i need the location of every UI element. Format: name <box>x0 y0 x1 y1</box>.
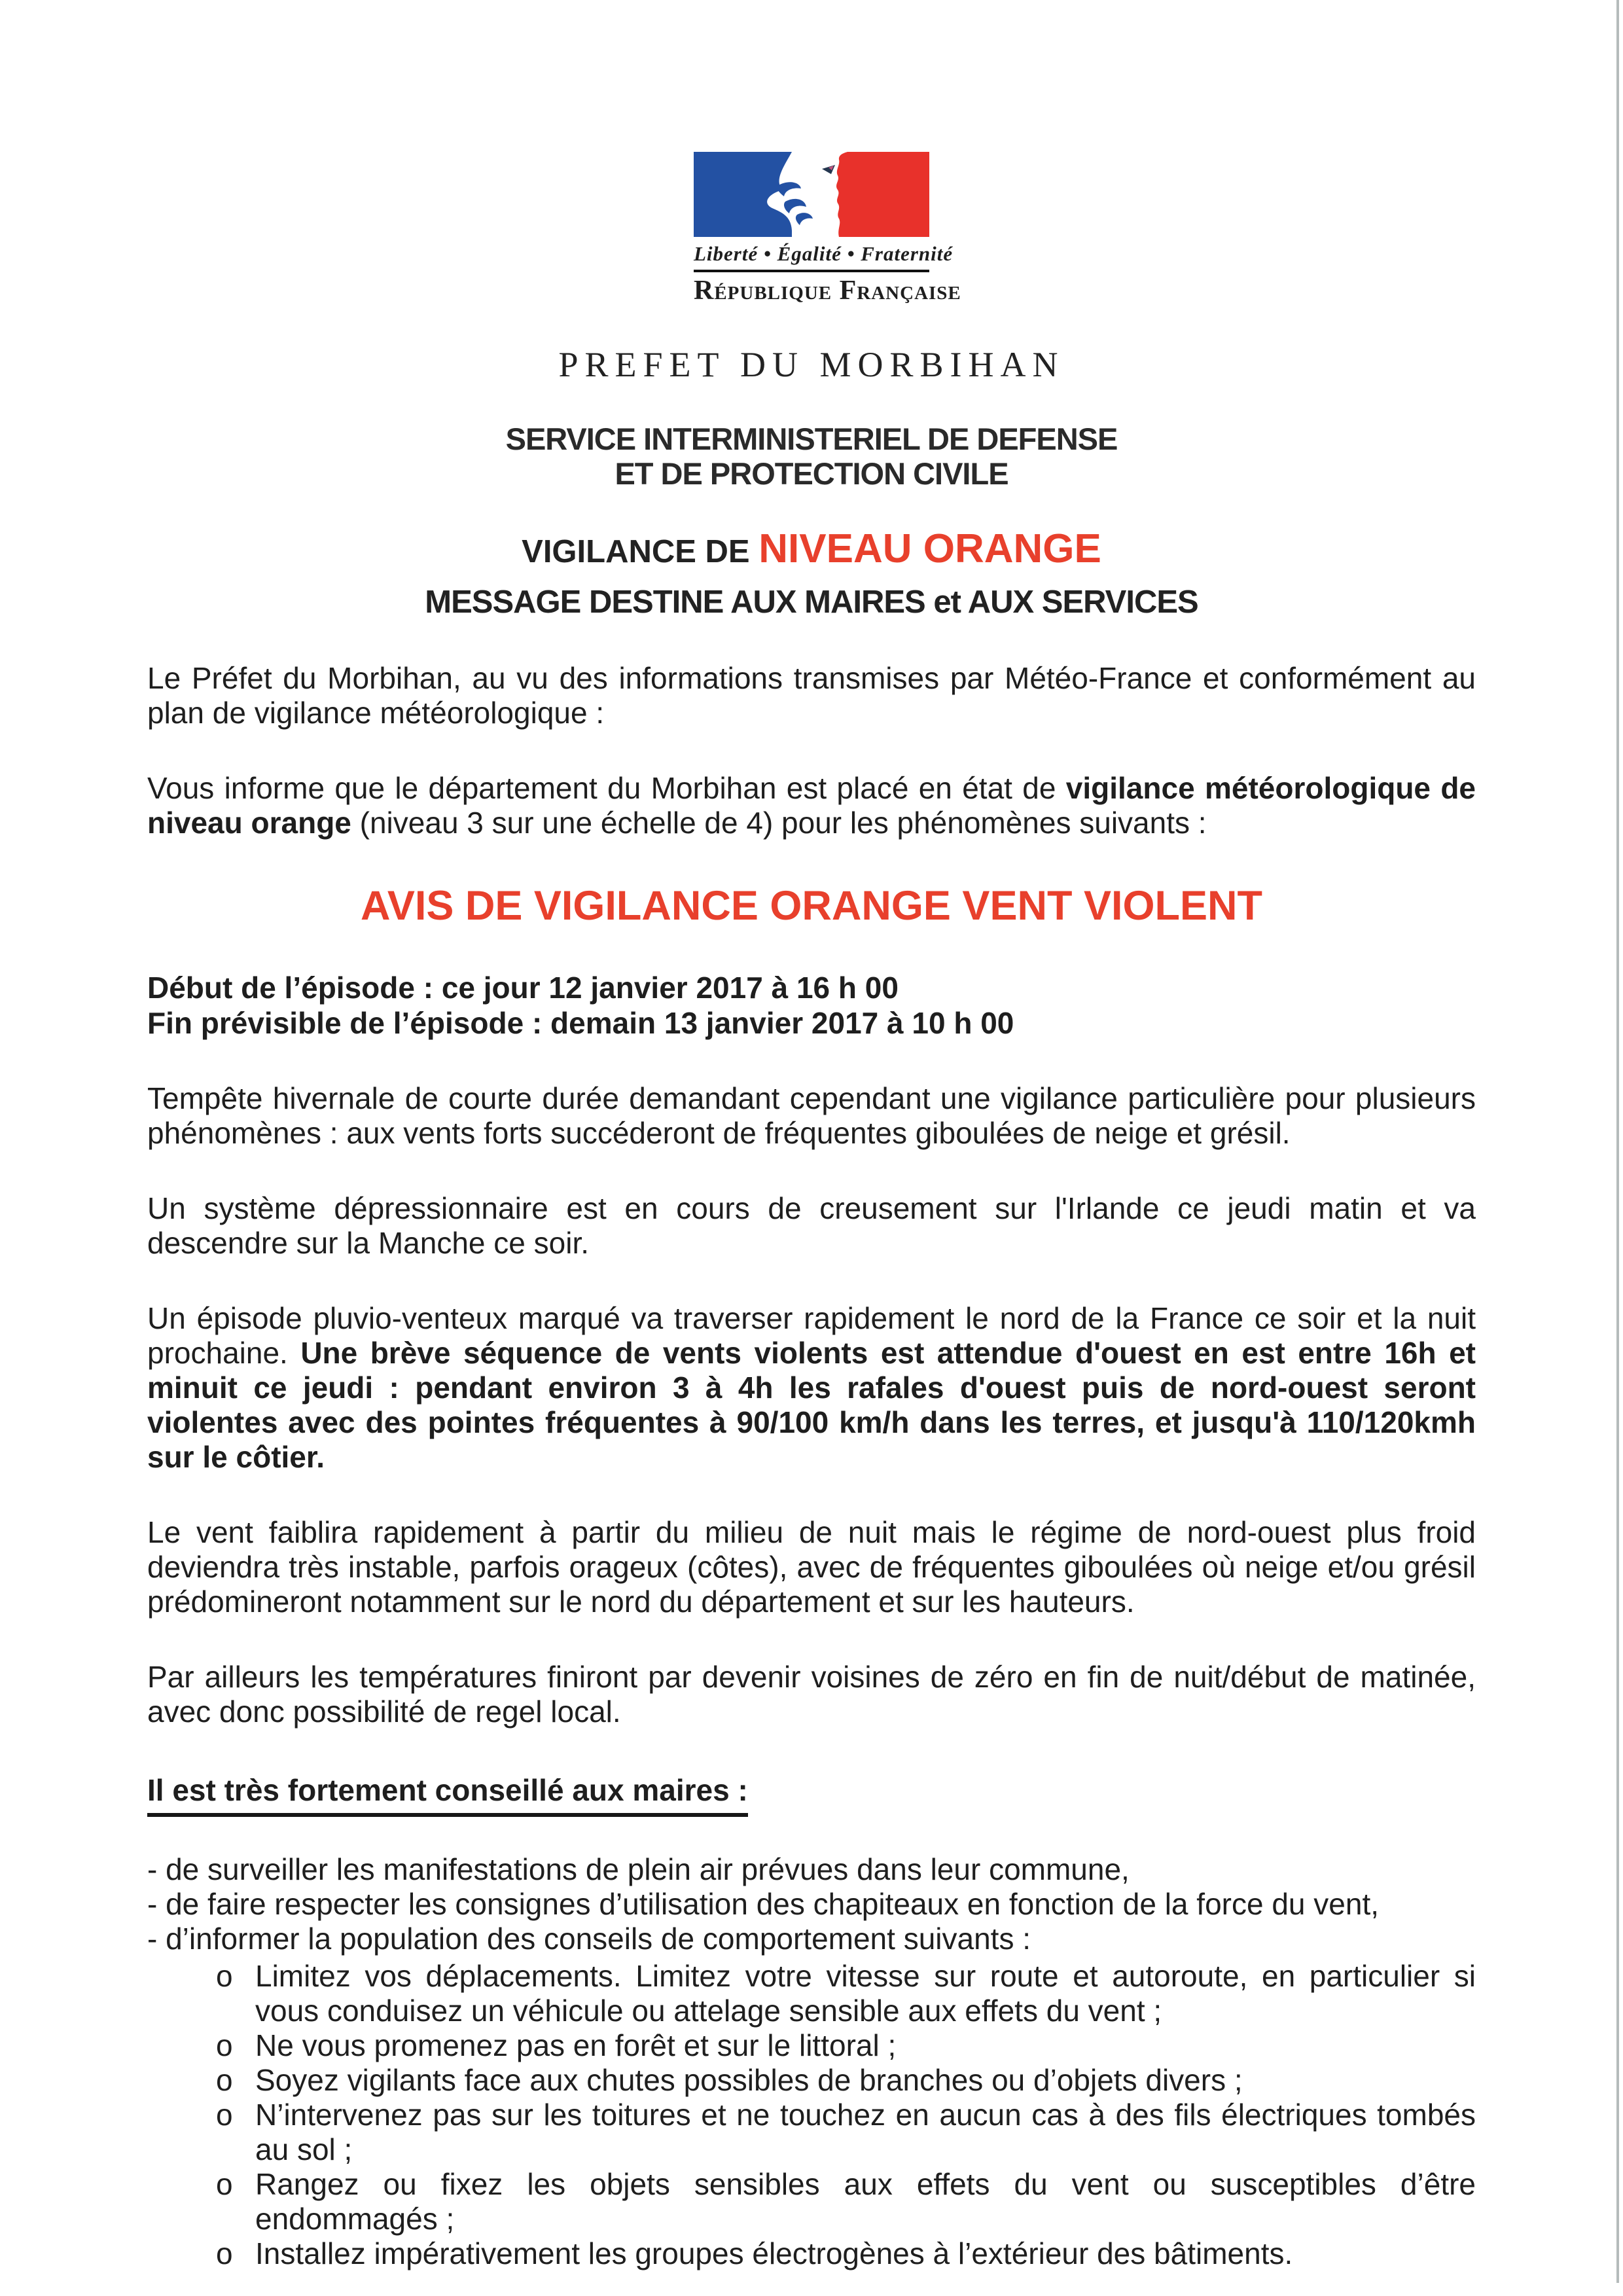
list-item-text: Limitez vos déplacements. Limitez votre vitesse sur route et autoroute, en particulier si vous conduisez un véhicule ou attelage sensible aux effets du vent ; <box>255 1959 1476 2028</box>
notification-paragraph <box>147 771 1476 840</box>
dash-item: - de surveiller les manifestations de plein air prévues dans leur commune, <box>147 1852 1130 1886</box>
list-item-text: Installez impérativement les groupes électrogènes à l’extérieur des bâtiments. <box>255 2236 1293 2270</box>
motto-text: Liberté • Égalité • Fraternité <box>694 242 954 265</box>
storm-summary-paragraph: Tempête hivernale de courte durée demandant cependant une vigilance particulière pour plusieurs phénomènes : aux vents forts succéderont de fréquentes giboulées de neige et grésil. <box>147 1081 1476 1150</box>
service-title <box>147 422 1476 491</box>
list-item-text: Ne vous promenez pas en forêt et sur le littoral ; <box>255 2028 897 2062</box>
list-item <box>147 2028 1476 2063</box>
french-flag-marianne-icon <box>694 152 929 237</box>
intro-paragraph: Le Préfet du Morbihan, au vu des informations transmises par Météo-France et conformément au plan de vigilance météorologique : <box>147 661 1476 730</box>
circle-bullet: o <box>216 1959 233 1993</box>
advice-heading: Il est très fortement conseillé aux maires : <box>147 1772 1476 1817</box>
list-item <box>147 2236 1476 2271</box>
wind-episode-paragraph <box>147 1301 1476 1475</box>
list-item-text: Soyez vigilants face aux chutes possibles de branches ou d’objets divers ; <box>255 2063 1243 2097</box>
document-header <box>147 152 1476 620</box>
circle-bullet: o <box>216 2098 233 2132</box>
circle-bullet: o <box>216 2063 233 2097</box>
dash-item: - d’informer la population des conseils de comportement suivants : <box>147 1922 1031 1956</box>
republic-text: République Française <box>694 276 961 306</box>
wind-weakening-paragraph: Le vent faiblira rapidement à partir du milieu de nuit mais le régime de nord-ouest plus froid deviendra très instable, parfois orageux (côtes), avec de fréquentes giboulées où neige et/ou grésil prédomineront notamment sur le nord du département et sur les hauteurs. <box>147 1515 1476 1619</box>
list-item <box>147 2098 1476 2167</box>
mayor-advice-list <box>147 1852 1476 1956</box>
episode-dates <box>147 970 1476 1041</box>
service-line-2: ET DE PROTECTION CIVILE <box>615 456 1008 491</box>
document-body <box>147 661 1476 2271</box>
notification-text-1: Vous informe que le département du Morbihan est placé en état de <box>147 771 1066 805</box>
notification-bold: vigilance météorologique de niveau orange <box>147 771 1476 840</box>
alert-title: AVIS DE VIGILANCE ORANGE VENT VIOLENT <box>361 883 1262 929</box>
depression-paragraph: Un système dépressionnaire est en cours de creusement sur l'Irlande ce jeudi matin et va descendre sur la Manche ce soir. <box>147 1191 1476 1260</box>
list-item <box>147 2167 1476 2236</box>
episode-start: Début de l’épisode : ce jour 12 janvier 2017 à 16 h 00 <box>147 971 899 1005</box>
list-item-text: N’intervenez pas sur les toitures et ne touchez en aucun cas à des fils électriques tombés au sol ; <box>255 2098 1476 2166</box>
prefecture-title: PREFET DU MORBIHAN <box>558 345 1065 384</box>
list-item <box>147 1959 1476 2028</box>
wind-episode-bold: Une brève séquence de vents violents est attendue d'ouest en est entre 16h et minuit ce jeudi : pendant environ 3 à 4h les rafales d'ouest puis de nord-ouest seront violentes avec des pointes fréquentes à 90/100 km/h dans les terres, et jusqu'à 110/120kmh sur le côtier. <box>147 1336 1476 1474</box>
vigilance-level-orange: NIVEAU ORANGE <box>758 526 1101 571</box>
service-line-1: SERVICE INTERMINISTERIEL DE DEFENSE <box>505 422 1118 456</box>
population-advice-list <box>147 1959 1476 2271</box>
vigilance-prefix: VIGILANCE DE <box>522 534 759 569</box>
circle-bullet: o <box>216 2167 233 2201</box>
episode-end: Fin prévisible de l’épisode : demain 13 janvier 2017 à 10 h 00 <box>147 1006 1014 1040</box>
dash-item: - de faire respecter les consignes d’utilisation des chapiteaux en fonction de la force du vent, <box>147 1887 1380 1921</box>
republique-francaise-logo <box>694 152 961 306</box>
circle-bullet: o <box>216 2236 233 2270</box>
list-item <box>147 2063 1476 2098</box>
audience-line: MESSAGE DESTINE AUX MAIRES et AUX SERVICES <box>425 584 1198 620</box>
notification-text-2: (niveau 3 sur une échelle de 4) pour les phénomènes suivants : <box>351 806 1207 840</box>
scan-edge-line <box>1616 0 1619 2283</box>
circle-bullet: o <box>216 2028 233 2062</box>
logo-divider <box>694 270 929 272</box>
list-item-text: Rangez ou fixez les objets sensibles aux effets du vent ou susceptibles d’être endommagés ; <box>255 2167 1476 2236</box>
vigilance-level-line <box>147 526 1476 583</box>
temperature-paragraph: Par ailleurs les températures finiront par devenir voisines de zéro en fin de nuit/début de matinée, avec donc possibilité de regel local. <box>147 1660 1476 1729</box>
wind-episode-text: Un épisode pluvio-venteux marqué va traverser rapidement le nord de la France ce soir et la nuit prochaine. <box>147 1301 1476 1370</box>
